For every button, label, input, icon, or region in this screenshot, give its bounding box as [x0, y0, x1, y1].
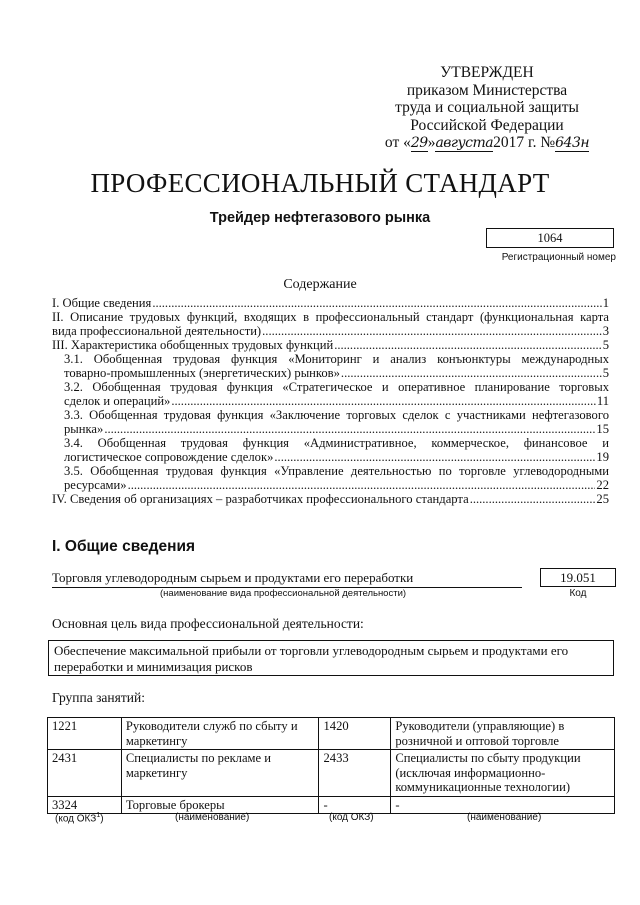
toc-entry-page: 5: [602, 338, 609, 352]
toc-entry-page: 11: [596, 394, 609, 408]
occupation-name-cell: Руководители (управляющие) в розничной и оптовой торговле: [391, 718, 615, 750]
occupation-name-cell: Специалисты по рекламе и маркетингу: [121, 750, 319, 797]
toc-entry-text: вида профессиональной деятельности): [52, 324, 262, 338]
toc-entry-page: 15: [596, 422, 609, 436]
date-mid: »: [427, 134, 436, 151]
date-prefix: от «: [384, 134, 411, 151]
approval-date-line: [372, 134, 602, 152]
toc-entry-text: IV. Сведения об организациях – разработчиках профессионального стандарта: [52, 492, 469, 506]
toc-entry-text: 3.2. Обобщенная трудовая функция «Стратегическое и оперативное планирование торговых: [64, 380, 609, 394]
table-row: [48, 718, 615, 750]
okz-code-cell: 2433: [319, 750, 391, 797]
activity-kind-caption: (наименование вида профессиональной деятельности): [160, 588, 407, 599]
toc-entry-text: товарно-промышленных (энергетических) рынков»: [64, 366, 340, 380]
occupation-name-caption: (наименование): [175, 812, 250, 823]
approval-block: [372, 64, 602, 152]
handwritten-month: августа: [435, 135, 494, 151]
toc-entry[interactable]: [52, 310, 609, 338]
okz-code-cell: 1221: [48, 718, 122, 750]
toc-entry[interactable]: [64, 436, 609, 464]
okz-code-caption: (код ОКЗ$^1$): [55, 812, 104, 825]
toc-entry-text: 3.1. Обобщенная трудовая функция «Мониторинг и анализ конъюнктуры международных: [64, 352, 609, 366]
toc-entry-text: III. Характеристика обобщенных трудовых функций: [52, 338, 334, 352]
okz-code-caption: (код ОКЗ): [329, 812, 374, 823]
occupation-group-label: Группа занятий:: [52, 690, 145, 705]
toc-entry[interactable]: [64, 408, 609, 436]
okz-code-cell: 3324: [48, 796, 122, 814]
approval-line-2: приказом Министерства: [406, 81, 568, 99]
occupation-name-cell: Руководители служб по сбыту и маркетингу: [121, 718, 319, 750]
goal-text-box: Обеспечение максимальной прибыли от торговли углеводородным сырьем и продуктами его переработки и минимизация рисков: [48, 640, 614, 676]
handwritten-number: 643н: [555, 135, 590, 151]
toc-entry-text: II. Описание трудовых функций, входящих в профессиональный стандарт (функциональная карта: [52, 310, 609, 324]
toc-entry-page: 1: [602, 296, 609, 310]
occupation-name-cell: Торговые брокеры: [121, 796, 319, 814]
registration-number-box: 1064: [486, 228, 614, 248]
document-title: ПРОФЕССИОНАЛЬНЫЙ СТАНДАРТ: [90, 168, 550, 198]
toc-entry-text: ресурсами»: [64, 478, 127, 492]
activity-code-box: 19.051: [540, 568, 616, 587]
toc-entry-text: 3.5. Обобщенная трудовая функция «Управление деятельностью по торговле углеводородными: [64, 464, 609, 478]
toc-entry[interactable]: [52, 492, 609, 506]
table-row: [48, 750, 615, 797]
toc-entry[interactable]: [64, 352, 609, 380]
handwritten-day: 29: [410, 135, 428, 151]
occupation-table: [47, 717, 615, 814]
goal-label: Основная цель вида профессиональной деятельности:: [52, 616, 364, 631]
occupation-name-caption: (наименование): [467, 812, 542, 823]
toc-entry[interactable]: [52, 296, 609, 310]
okz-code-cell: 1420: [319, 718, 391, 750]
toc-entry-text: рынка»: [64, 422, 104, 436]
document-subtitle: Трейдер нефтегазового рынка: [209, 210, 431, 226]
toc-entry-page: 25: [596, 492, 609, 506]
toc-entry-text: сделок и операций»: [64, 394, 171, 408]
approval-line-3: труда и социальной защиты: [395, 99, 579, 116]
registration-caption: Регистрационный номер: [501, 252, 616, 263]
table-of-contents: [52, 296, 609, 506]
approval-line-1: УТВЕРЖДЕН: [440, 64, 534, 81]
section-heading: I. Общие сведения: [52, 538, 196, 555]
toc-entry[interactable]: [64, 380, 609, 408]
activity-code-caption: Код: [569, 588, 587, 599]
toc-entry-page: 19: [596, 450, 609, 464]
toc-entry-text: 3.3. Обобщенная трудовая функция «Заключение торговых сделок с участниками нефтегазового: [64, 408, 609, 422]
toc-entry-page: 3: [602, 324, 609, 338]
toc-entry[interactable]: [64, 464, 609, 492]
toc-heading: Содержание: [283, 277, 357, 292]
occupation-name-cell: -: [391, 796, 615, 814]
toc-entry-page: 5: [602, 366, 609, 380]
okz-code-cell: -: [319, 796, 391, 814]
toc-entry-text: I. Общие сведения: [52, 296, 152, 310]
occupation-name-cell: Специалисты по сбыту продукции (исключая информационно-коммуникационные технологии): [391, 750, 615, 797]
toc-entry-text: логистическое сопровождение сделок»: [64, 450, 274, 464]
toc-entry[interactable]: [52, 338, 609, 352]
okz-code-cell: 2431: [48, 750, 122, 797]
table-row: [48, 796, 615, 814]
activity-kind-name: Торговля углеводородным сырьем и продуктами его переработки: [52, 570, 522, 588]
toc-entry-page: 22: [596, 478, 609, 492]
approval-line-4: Российской Федерации: [410, 116, 564, 134]
toc-entry-text: 3.4. Обобщенная трудовая функция «Административное, коммерческое, финансовое и: [64, 436, 609, 450]
date-year: 2017 г. №: [493, 134, 556, 151]
